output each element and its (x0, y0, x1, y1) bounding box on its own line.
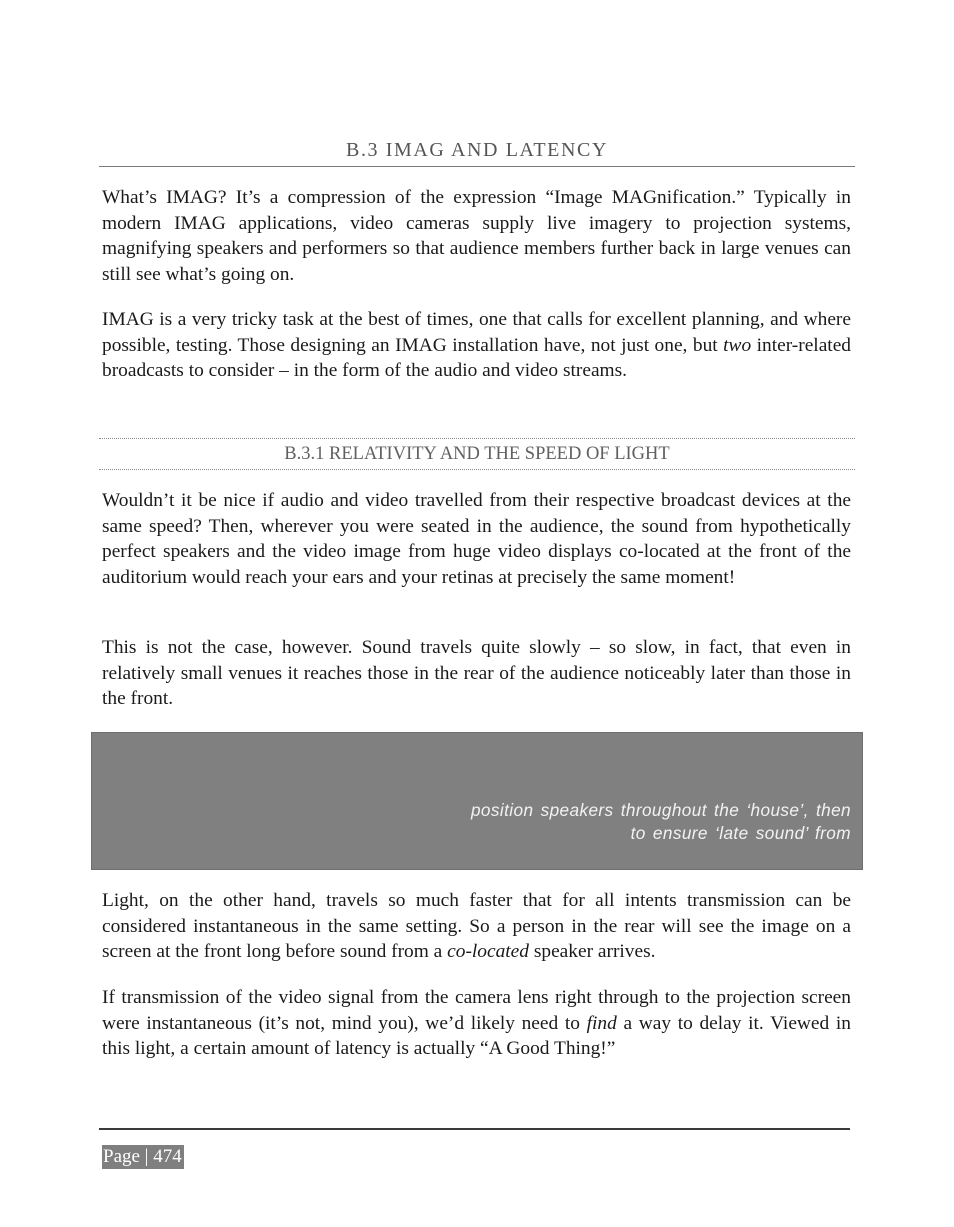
callout-line: to ensure ‘late sound’ from (630, 823, 851, 843)
paragraph-imag-tricky (102, 307, 851, 384)
paragraph-latency-good (102, 985, 851, 1062)
emphasis-text: two (723, 334, 752, 356)
paragraph-same-speed: Wouldn’t it be nice if audio and video travelled from their respective broadcast devices at the same speed? Then, wherever you were seated in the audience, the sound from hypothetically perfect speakers and the video image from huge video displays co-located at the front of the auditorium would reach your ears and your retinas at precisely the same moment! (102, 490, 851, 589)
paragraph-text: a way to delay it. Viewed in this light, a certain amount of latency is actually “A Good Thing!” (102, 1012, 851, 1060)
section-heading: B.3 IMAG AND LATENCY (99, 137, 855, 167)
paragraph-text: Light, on the other hand, travels so much faster that for all intents transmission can be considered instantaneous in the same setting. So a person in the rear will see the image on a screen at the front long before sound from a (102, 890, 851, 963)
paragraph-text: IMAG is a very tricky task at the best of times, one that calls for excellent planning, and where possible, testing. Those designing an IMAG installation have, not just one, but (102, 309, 851, 356)
subsection-heading: B.3.1 RELATIVITY AND THE SPEED OF LIGHT (99, 438, 855, 470)
footer-divider (99, 1128, 850, 1130)
paragraph-imag-definition: What’s IMAG? It’s a compression of the expression “Image MAGnification.” Typically in modern IMAG applications, video cameras supply live imagery to projection systems, magnifying speakers and performers so that audience members further back in large venues can still see what’s going on. (102, 187, 851, 286)
paragraph-text: speaker arrives. (528, 941, 656, 963)
callout-box (91, 732, 863, 870)
paragraph-text: inter-related broadcasts to consider – in the form of the audio and video streams. (102, 334, 851, 382)
emphasis-text: find (586, 1012, 617, 1034)
page-number-badge: Page | 474 (103, 1146, 182, 1167)
callout-text (371, 799, 851, 845)
paragraph-sound-slow: This is not the case, however. Sound travels quite slowly – so slow, in fact, that even in relatively small venues it reaches those in the rear of the audience noticeably later than those in the front. (102, 637, 851, 710)
callout-line: position speakers throughout the ‘house’, then (470, 800, 851, 820)
paragraph-text: If transmission of the video signal from the camera lens right through to the projection screen were instantaneous (it’s not, mind you), we’d likely need to (102, 987, 851, 1034)
emphasis-text: co-located (447, 941, 529, 963)
paragraph-light-fast (102, 888, 851, 965)
